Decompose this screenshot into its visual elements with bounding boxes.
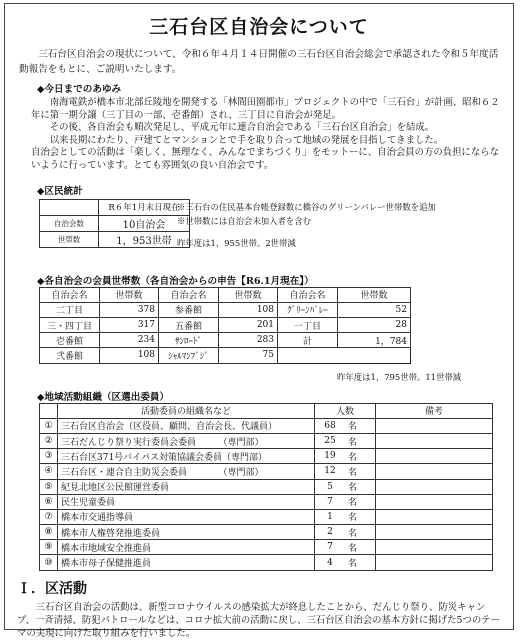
assoc-note: 昨年度は1，795世帯。11世帯減 [337, 371, 462, 382]
assoc-count: 234 [100, 333, 159, 348]
stats-table [39, 199, 190, 248]
table-row [40, 479, 493, 494]
table-row [40, 555, 493, 570]
row-number: ③ [40, 449, 58, 464]
stats-note: 昨年度は1，955世帯。2世帯減 [177, 237, 296, 248]
assoc-count: 201 [219, 317, 278, 332]
assoc-name: ｸﾞﾘｰﾝﾊﾞﾚｰ [278, 302, 338, 317]
assoc-name: 一丁目 [278, 317, 338, 332]
org-remarks [376, 509, 493, 524]
org-count: 12 [315, 464, 346, 479]
table-row [40, 333, 411, 348]
column-header [40, 403, 58, 418]
org-name: 橋本市人権啓発推進委員 [58, 525, 315, 540]
org-count: 25 [315, 433, 346, 448]
column-header: 世帯数 [219, 287, 278, 302]
column-header: 備考 [376, 403, 493, 418]
row-number: ⑨ [40, 540, 58, 555]
column-header: 人数 [315, 403, 376, 418]
assoc-section [5, 287, 513, 385]
assoc-name: ｻﾝﾛｰﾄﾞ [159, 333, 219, 348]
assoc-name: 弐番館 [40, 348, 100, 363]
row-number: ⑥ [40, 494, 58, 509]
stats-note: ※三石台の住民基本台帳登録数に橋谷のグリーンバレー世帯数を追加 [177, 201, 436, 212]
org-name: 民生児童委員 [58, 494, 315, 509]
table-row [40, 317, 411, 332]
activity-paragraph: 三石台区自治会の活動は、新型コロナウイルスの感染拡大が終息したことから、だんじり祭り、防災キャンプ、一斉清掃、防犯パトロールなどは、コロナ拡大前の活動に戻し、三石台区自治会の基本方針に掲げた5つのテーマの実現に向けた取り組みを行いました。 [17, 601, 500, 639]
org-unit: 名 [345, 555, 376, 570]
org-unit: 名 [345, 433, 376, 448]
assoc-heading: ◆各自治会の会員世帯数（各自治会からの申告【R6.1月現在】） [37, 275, 314, 287]
assoc-count: 317 [100, 317, 159, 332]
intro-paragraph: 三石台区自治会の現状について、令和６年４月１４日開催の三石台区自治会総会で承認された令和５年度活動報告をもとに、ご説明いたします。 [19, 49, 499, 75]
document-page [4, 3, 514, 639]
org-name: 橋本市地域安全推進員 [58, 540, 315, 555]
assoc-name: ｼｬﾙﾏﾝﾌﾞｼﾞ [159, 348, 219, 363]
assoc-name: 参番館 [159, 302, 219, 317]
history-paragraph: その後、各自治会も順次発足し、平成元年に連合自治会である「三石台区自治会」を結成。 [49, 122, 435, 134]
row-number: ⑤ [40, 479, 58, 494]
table-row [40, 525, 493, 540]
org-name: 三石台区・連合自主防災会委員 （専門部） [58, 464, 315, 479]
column-header: 世帯数 [100, 287, 159, 302]
history-paragraph: 以来長期にわたり、戸建てとマンションとで手を取り合って地域の発展を目指してきました。 [49, 134, 444, 146]
org-heading: ◆地域活動組織（区選出委員） [37, 391, 170, 403]
org-unit: 名 [345, 449, 376, 464]
org-count: 2 [315, 525, 346, 540]
org-count: 4 [315, 555, 346, 570]
table-header-row [40, 287, 411, 302]
assoc-name: 壱番館 [40, 333, 100, 348]
stats-heading: ◆区民統計 [37, 185, 83, 197]
org-remarks [376, 433, 493, 448]
history-heading: ◆今日までのあゆみ [37, 84, 122, 95]
stats-section [5, 199, 513, 269]
org-count: 7 [315, 494, 346, 509]
assoc-total: 1，784 [338, 333, 411, 348]
org-name: 三石台区371号バイパス対策協議会委員（専門部） [58, 449, 315, 464]
table-row [40, 433, 493, 448]
column-header: 自治会名 [159, 287, 219, 302]
table-row [40, 418, 493, 433]
table-row [40, 464, 493, 479]
assoc-count: 378 [100, 302, 159, 317]
stats-label: 自治会数 [40, 215, 99, 231]
org-count: 1 [315, 509, 346, 524]
org-count: 68 [315, 418, 346, 433]
assoc-name: 二丁目 [40, 302, 100, 317]
column-header: 自治会名 [40, 287, 100, 302]
org-unit: 名 [345, 464, 376, 479]
org-name: 三石だんじり祭り実行委員会委員 （専門部） [58, 433, 315, 448]
page-title: 三石台区自治会について [149, 16, 369, 38]
assoc-name: 計 [278, 333, 338, 348]
column-header: 活動委員の組織名など [58, 403, 315, 418]
org-name: 橋本市母子保健推進員 [58, 555, 315, 570]
org-count: 7 [315, 540, 346, 555]
table-header-row [40, 403, 493, 418]
assoc-count: 283 [219, 333, 278, 348]
table-row [40, 494, 493, 509]
assoc-count: 75 [219, 348, 278, 363]
column-header: 自治会名 [278, 287, 338, 302]
org-table [39, 403, 493, 571]
table-row [40, 540, 493, 555]
org-remarks [376, 479, 493, 494]
assoc-count: 108 [100, 348, 159, 363]
assoc-name: 五番館 [159, 317, 219, 332]
assoc-count: 52 [338, 302, 411, 317]
assoc-table [39, 287, 411, 364]
table-row [40, 302, 411, 317]
history-section [31, 97, 501, 173]
org-count: 5 [315, 479, 346, 494]
column-header: 世帯数 [338, 287, 411, 302]
org-remarks [376, 449, 493, 464]
row-number: ⑧ [40, 525, 58, 540]
stats-value: 10自治会 [99, 215, 190, 231]
table-row [40, 449, 493, 464]
stats-note: ※世帯数には自治会未加入者を含む [177, 215, 311, 226]
row-number: ① [40, 418, 58, 433]
org-remarks [376, 525, 493, 540]
assoc-count: 108 [219, 302, 278, 317]
stats-date-header: R６年1月末日現在 [99, 199, 190, 215]
org-unit: 名 [345, 418, 376, 433]
history-paragraph: 自治会としての活動は「楽しく、無理なく、みんなでまちづくり」をモットーに、自治会員の方の負担にならないように行っています。とても雰囲気の良い自治会です。 [31, 147, 500, 171]
row-number: ⑦ [40, 509, 58, 524]
row-number: ④ [40, 464, 58, 479]
stats-label: 世帯数 [40, 231, 99, 247]
assoc-name: 三・四丁目 [40, 317, 100, 332]
empty-cell [338, 348, 411, 363]
org-unit: 名 [345, 540, 376, 555]
org-remarks [376, 555, 493, 570]
org-unit: 名 [345, 525, 376, 540]
table-row [40, 348, 411, 363]
org-unit: 名 [345, 479, 376, 494]
empty-cell [278, 348, 338, 363]
org-remarks [376, 494, 493, 509]
row-number: ⑩ [40, 555, 58, 570]
row-number: ② [40, 433, 58, 448]
org-count: 19 [315, 449, 346, 464]
activity-heading: Ｉ．区活動 [17, 580, 87, 597]
org-name: 橋本市交通指導員 [58, 509, 315, 524]
history-paragraph: 南海電鉄が橋本市北部丘陵地を開発する「林間田園都市」プロジェクトの中で「三石台」が計画、昭和６２年に第一期分譲（三丁目の一部、壱番館）され、三丁目に自治会が発足。 [31, 97, 500, 121]
org-remarks [376, 418, 493, 433]
org-remarks [376, 464, 493, 479]
org-unit: 名 [345, 509, 376, 524]
org-name: 紀見北地区公民館運営委員 [58, 479, 315, 494]
org-unit: 名 [345, 494, 376, 509]
stats-value: 1，953世帯 [99, 231, 190, 247]
table-row [40, 509, 493, 524]
assoc-count: 28 [338, 317, 411, 332]
org-remarks [376, 540, 493, 555]
org-name: 三石台区自治会（区役員、顧問、自治会長、代議員） [58, 418, 315, 433]
